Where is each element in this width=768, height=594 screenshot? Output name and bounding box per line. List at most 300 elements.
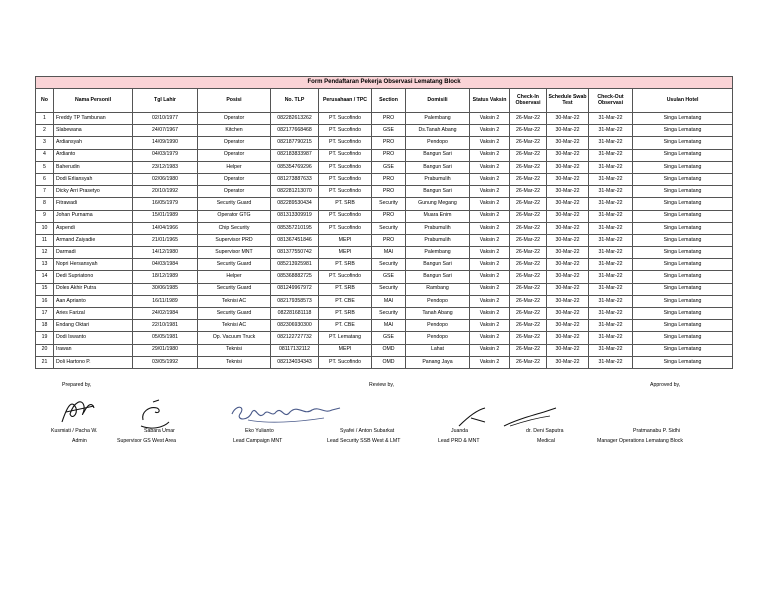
cell-check-out: 31-Mar-22	[589, 356, 633, 368]
cell-tgl-lahir: 24/07/1967	[133, 125, 198, 137]
cell-domisili: Bangun Sari	[406, 161, 470, 173]
cell-check-out: 31-Mar-22	[589, 283, 633, 295]
cell-tgl-lahir: 23/12/1983	[133, 161, 198, 173]
cell-domisili: Prabumulih	[406, 234, 470, 246]
cell-schedule-swab: 30-Mar-22	[547, 283, 589, 295]
cell-check-out: 31-Mar-22	[589, 173, 633, 185]
cell-no: 20	[36, 344, 54, 356]
cell-status-vaksin: Vaksin 2	[470, 332, 510, 344]
cell-status-vaksin: Vaksin 2	[470, 283, 510, 295]
signature-deni	[500, 404, 560, 430]
cell-nama-personil: Dedi Supriatono	[54, 271, 133, 283]
cell-usulan-hotel: Singa Lematang	[633, 173, 733, 185]
cell-usulan-hotel: Singa Lematang	[633, 356, 733, 368]
cell-check-in: 26-Mar-22	[510, 234, 547, 246]
cell-no: 7	[36, 186, 54, 198]
cell-nama-personil: Dodi Iswanto	[54, 332, 133, 344]
cell-schedule-swab: 30-Mar-22	[547, 186, 589, 198]
cell-domisili: Prabumulih	[406, 173, 470, 185]
signer-role-6: Medical	[537, 438, 555, 444]
cell-check-in: 26-Mar-22	[510, 161, 547, 173]
table-row	[36, 113, 733, 125]
cell-perusahaan: PT. Sucofindo	[319, 137, 372, 149]
table-row	[36, 137, 733, 149]
cell-check-out: 31-Mar-22	[589, 222, 633, 234]
cell-nama-personil: Darmadi	[54, 247, 133, 259]
cell-usulan-hotel: Singa Lematang	[633, 283, 733, 295]
cell-no-tlp: 081249967972	[271, 283, 319, 295]
cell-no: 9	[36, 210, 54, 222]
cell-check-out: 31-Mar-22	[589, 161, 633, 173]
cell-usulan-hotel: Singa Lematang	[633, 161, 733, 173]
table-row	[36, 259, 733, 271]
cell-section: GSE	[372, 125, 406, 137]
cell-domisili: Pendopo	[406, 332, 470, 344]
signer-role-5: Lead PRD & MNT	[438, 438, 480, 444]
header-no-tlp: No. TLP	[271, 89, 319, 113]
cell-no: 1	[36, 113, 54, 125]
cell-schedule-swab: 30-Mar-22	[547, 149, 589, 161]
cell-schedule-swab: 30-Mar-22	[547, 332, 589, 344]
cell-schedule-swab: 30-Mar-22	[547, 356, 589, 368]
cell-check-in: 26-Mar-22	[510, 259, 547, 271]
cell-domisili: Bangun Sari	[406, 149, 470, 161]
prepared-by-label: Prepared by,	[62, 382, 92, 388]
cell-schedule-swab: 30-Mar-22	[547, 210, 589, 222]
cell-check-out: 31-Mar-22	[589, 198, 633, 210]
cell-posisi: Supervisor MNT	[198, 247, 271, 259]
cell-section: MAI	[372, 320, 406, 332]
cell-perusahaan: PT. Sucofindo	[319, 161, 372, 173]
signer-role-3: Lead Campaign MNT	[233, 438, 283, 444]
cell-check-in: 26-Mar-22	[510, 125, 547, 137]
cell-posisi: Security Guard	[198, 308, 271, 320]
cell-no: 19	[36, 332, 54, 344]
header-posisi: Posisi	[198, 89, 271, 113]
cell-nama-personil: Aries Farizal	[54, 308, 133, 320]
registration-form	[35, 76, 732, 369]
cell-section: OMD	[372, 344, 406, 356]
cell-check-in: 26-Mar-22	[510, 149, 547, 161]
cell-section: MAI	[372, 295, 406, 307]
cell-perusahaan: PT. Sucofindo	[319, 113, 372, 125]
cell-tgl-lahir: 29/01/1980	[133, 344, 198, 356]
cell-tgl-lahir: 03/05/1992	[133, 356, 198, 368]
form-title: Form Pendaftaran Pekerja Observasi Lematang Block	[36, 77, 733, 89]
cell-usulan-hotel: Singa Lematang	[633, 137, 733, 149]
cell-no: 10	[36, 222, 54, 234]
cell-no: 6	[36, 173, 54, 185]
cell-posisi: Helper	[198, 271, 271, 283]
cell-status-vaksin: Vaksin 2	[470, 210, 510, 222]
cell-no-tlp: 082282613262	[271, 113, 319, 125]
cell-status-vaksin: Vaksin 2	[470, 149, 510, 161]
cell-perusahaan: PT. SRB	[319, 308, 372, 320]
table-body	[36, 113, 733, 369]
cell-domisili: Bangun Sari	[406, 186, 470, 198]
cell-no-tlp: 082134034343	[271, 356, 319, 368]
cell-domisili: Bangun Sari	[406, 271, 470, 283]
cell-schedule-swab: 30-Mar-22	[547, 320, 589, 332]
cell-posisi: Security Guard	[198, 198, 271, 210]
cell-nama-personil: Armand Zaiyadie	[54, 234, 133, 246]
cell-status-vaksin: Vaksin 2	[470, 222, 510, 234]
cell-check-out: 31-Mar-22	[589, 259, 633, 271]
table-row	[36, 320, 733, 332]
cell-section: Security	[372, 283, 406, 295]
cell-status-vaksin: Vaksin 2	[470, 137, 510, 149]
cell-schedule-swab: 30-Mar-22	[547, 161, 589, 173]
cell-schedule-swab: 30-Mar-22	[547, 344, 589, 356]
cell-check-out: 31-Mar-22	[589, 186, 633, 198]
signer-name-2: Sabara Umar	[144, 428, 175, 434]
cell-check-out: 31-Mar-22	[589, 113, 633, 125]
cell-usulan-hotel: Singa Lematang	[633, 295, 733, 307]
cell-section: GSE	[372, 271, 406, 283]
cell-no: 12	[36, 247, 54, 259]
header-nama-personil: Nama Personil	[54, 89, 133, 113]
cell-no-tlp: 082289530434	[271, 198, 319, 210]
cell-nama-personil: Freddy TP Tambunan	[54, 113, 133, 125]
cell-check-out: 31-Mar-22	[589, 295, 633, 307]
header-schedule-swab: Schedule Swab Test	[547, 89, 589, 113]
table-row	[36, 271, 733, 283]
cell-nama-personil: Ardianto	[54, 149, 133, 161]
signer-name-5: Juanda	[451, 428, 469, 434]
cell-status-vaksin: Vaksin 2	[470, 247, 510, 259]
signer-name-6: dr. Deni Saputra	[526, 428, 564, 434]
cell-status-vaksin: Vaksin 2	[470, 125, 510, 137]
cell-no-tlp: 082281681118	[271, 308, 319, 320]
cell-nama-personil: Johan Purnama	[54, 210, 133, 222]
cell-schedule-swab: 30-Mar-22	[547, 295, 589, 307]
cell-nama-personil: Doli Hartono P.	[54, 356, 133, 368]
signer-name-7: Pratmanabu P. Sidhi	[633, 428, 680, 434]
table-row	[36, 234, 733, 246]
cell-tgl-lahir: 21/01/1965	[133, 234, 198, 246]
header-perusahaan: Perusahaan / TPC	[319, 89, 372, 113]
cell-schedule-swab: 30-Mar-22	[547, 173, 589, 185]
cell-domisili: Palembang	[406, 247, 470, 259]
cell-check-out: 31-Mar-22	[589, 149, 633, 161]
cell-status-vaksin: Vaksin 2	[470, 259, 510, 271]
cell-check-in: 26-Mar-22	[510, 283, 547, 295]
cell-usulan-hotel: Singa Lematang	[633, 344, 733, 356]
cell-tgl-lahir: 14/09/1990	[133, 137, 198, 149]
cell-no-tlp: 08117132112	[271, 344, 319, 356]
cell-perusahaan: PT. Lematang	[319, 332, 372, 344]
cell-no-tlp: 081273887633	[271, 173, 319, 185]
cell-domisili: Lahat	[406, 344, 470, 356]
cell-no-tlp: 085354769296	[271, 161, 319, 173]
cell-no: 21	[36, 356, 54, 368]
cell-perusahaan: PT. SRB	[319, 198, 372, 210]
cell-posisi: Helper	[198, 161, 271, 173]
signature-sabara	[135, 396, 175, 432]
cell-usulan-hotel: Singa Lematang	[633, 125, 733, 137]
cell-no: 16	[36, 295, 54, 307]
header-check-in: Check-In Observasi	[510, 89, 547, 113]
signature-kusmiati	[58, 394, 100, 428]
cell-nama-personil: Endang Oktari	[54, 320, 133, 332]
cell-no-tlp: 082179358573	[271, 295, 319, 307]
cell-nama-personil: Nopri Hersansyah	[54, 259, 133, 271]
cell-section: GSE	[372, 161, 406, 173]
cell-status-vaksin: Vaksin 2	[470, 186, 510, 198]
cell-check-out: 31-Mar-22	[589, 247, 633, 259]
cell-schedule-swab: 30-Mar-22	[547, 234, 589, 246]
cell-posisi: Op. Vacuum Truck	[198, 332, 271, 344]
cell-no-tlp: 085368882725	[271, 271, 319, 283]
cell-no-tlp: 085213925981	[271, 259, 319, 271]
cell-section: OMD	[372, 356, 406, 368]
cell-tgl-lahir: 04/03/1984	[133, 259, 198, 271]
header-domisili: Domisili	[406, 89, 470, 113]
cell-check-in: 26-Mar-22	[510, 332, 547, 344]
header-check-out: Check-Out Observasi	[589, 89, 633, 113]
cell-posisi: Operator	[198, 186, 271, 198]
cell-check-out: 31-Mar-22	[589, 210, 633, 222]
cell-tgl-lahir: 18/12/1989	[133, 271, 198, 283]
cell-no-tlp: 081377550742	[271, 247, 319, 259]
cell-no-tlp: 085357210195	[271, 222, 319, 234]
cell-status-vaksin: Vaksin 2	[470, 234, 510, 246]
workers-table	[35, 76, 733, 369]
cell-perusahaan: PT. CBE	[319, 320, 372, 332]
cell-status-vaksin: Vaksin 2	[470, 198, 510, 210]
cell-status-vaksin: Vaksin 2	[470, 308, 510, 320]
cell-check-out: 31-Mar-22	[589, 344, 633, 356]
cell-no-tlp: 082183833987	[271, 149, 319, 161]
cell-posisi: Security Guard	[198, 259, 271, 271]
cell-status-vaksin: Vaksin 2	[470, 161, 510, 173]
cell-status-vaksin: Vaksin 2	[470, 344, 510, 356]
cell-domisili: Pendopo	[406, 137, 470, 149]
cell-usulan-hotel: Singa Lematang	[633, 320, 733, 332]
cell-no-tlp: 082281213070	[271, 186, 319, 198]
cell-posisi: Chip Security	[198, 222, 271, 234]
cell-status-vaksin: Vaksin 2	[470, 271, 510, 283]
cell-section: PRO	[372, 173, 406, 185]
table-row	[36, 125, 733, 137]
cell-tgl-lahir: 14/04/1966	[133, 222, 198, 234]
cell-usulan-hotel: Singa Lematang	[633, 271, 733, 283]
cell-posisi: Supervisor PRD	[198, 234, 271, 246]
table-row	[36, 198, 733, 210]
signer-name-3: Eko Yulianto	[245, 428, 274, 434]
cell-check-in: 26-Mar-22	[510, 295, 547, 307]
cell-section: PRO	[372, 234, 406, 246]
cell-check-out: 31-Mar-22	[589, 308, 633, 320]
cell-usulan-hotel: Singa Lematang	[633, 332, 733, 344]
cell-perusahaan: PT. SRB	[319, 259, 372, 271]
cell-nama-personil: Doles Akhir Putra	[54, 283, 133, 295]
cell-tgl-lahir: 14/12/1980	[133, 247, 198, 259]
cell-nama-personil: Slabewana	[54, 125, 133, 137]
cell-tgl-lahir: 24/02/1984	[133, 308, 198, 320]
cell-schedule-swab: 30-Mar-22	[547, 137, 589, 149]
cell-domisili: Panang Jaya	[406, 356, 470, 368]
cell-check-in: 26-Mar-22	[510, 247, 547, 259]
cell-usulan-hotel: Singa Lematang	[633, 234, 733, 246]
cell-tgl-lahir: 02/06/1980	[133, 173, 198, 185]
cell-no: 13	[36, 259, 54, 271]
cell-usulan-hotel: Singa Lematang	[633, 113, 733, 125]
header-usulan-hotel: Usulan Hotel	[633, 89, 733, 113]
table-row	[36, 344, 733, 356]
cell-check-out: 31-Mar-22	[589, 320, 633, 332]
cell-check-in: 26-Mar-22	[510, 137, 547, 149]
cell-nama-personil: Baherudin	[54, 161, 133, 173]
cell-check-in: 26-Mar-22	[510, 320, 547, 332]
cell-status-vaksin: Vaksin 2	[470, 113, 510, 125]
cell-posisi: Kitchen	[198, 125, 271, 137]
cell-check-out: 31-Mar-22	[589, 234, 633, 246]
table-row	[36, 161, 733, 173]
cell-usulan-hotel: Singa Lematang	[633, 259, 733, 271]
cell-posisi: Teknisi AC	[198, 295, 271, 307]
cell-usulan-hotel: Singa Lematang	[633, 210, 733, 222]
header-section: Section	[372, 89, 406, 113]
cell-check-in: 26-Mar-22	[510, 113, 547, 125]
cell-check-in: 26-Mar-22	[510, 186, 547, 198]
cell-nama-personil: Dodi Erliansyah	[54, 173, 133, 185]
signer-role-7: Manager Operations Lematang Block	[597, 438, 683, 444]
signature-eko	[228, 400, 346, 428]
cell-tgl-lahir: 22/10/1981	[133, 320, 198, 332]
cell-posisi: Teknisi	[198, 344, 271, 356]
cell-nama-personil: Aspendi	[54, 222, 133, 234]
cell-section: PRO	[372, 137, 406, 149]
cell-no: 14	[36, 271, 54, 283]
cell-domisili: Rambang	[406, 283, 470, 295]
cell-perusahaan: MEPI	[319, 234, 372, 246]
cell-posisi: Teknisi	[198, 356, 271, 368]
cell-check-in: 26-Mar-22	[510, 210, 547, 222]
cell-status-vaksin: Vaksin 2	[470, 173, 510, 185]
cell-tgl-lahir: 30/06/1985	[133, 283, 198, 295]
cell-domisili: Bangun Sari	[406, 259, 470, 271]
table-row	[36, 149, 733, 161]
table-row	[36, 295, 733, 307]
cell-section: Security	[372, 198, 406, 210]
cell-section: PRO	[372, 149, 406, 161]
cell-domisili: Prabumulih	[406, 222, 470, 234]
table-row	[36, 283, 733, 295]
cell-perusahaan: PT. Sucofindo	[319, 210, 372, 222]
cell-status-vaksin: Vaksin 2	[470, 295, 510, 307]
cell-tgl-lahir: 15/01/1989	[133, 210, 198, 222]
cell-no: 3	[36, 137, 54, 149]
cell-check-in: 26-Mar-22	[510, 344, 547, 356]
cell-posisi: Operator	[198, 113, 271, 125]
cell-tgl-lahir: 02/10/1977	[133, 113, 198, 125]
cell-usulan-hotel: Singa Lematang	[633, 308, 733, 320]
cell-section: PRO	[372, 210, 406, 222]
cell-domisili: Pendopo	[406, 295, 470, 307]
table-row	[36, 222, 733, 234]
cell-perusahaan: PT. Sucofindo	[319, 149, 372, 161]
header-tgl-lahir: Tgl Lahir	[133, 89, 198, 113]
cell-schedule-swab: 30-Mar-22	[547, 222, 589, 234]
cell-perusahaan: PT. Sucofindo	[319, 271, 372, 283]
cell-check-out: 31-Mar-22	[589, 271, 633, 283]
cell-schedule-swab: 30-Mar-22	[547, 198, 589, 210]
signer-role-1: Admin	[72, 438, 87, 444]
signer-name-1: Kusmiati / Pacha W.	[51, 428, 98, 434]
cell-perusahaan: PT. Sucofindo	[319, 356, 372, 368]
cell-check-in: 26-Mar-22	[510, 356, 547, 368]
cell-usulan-hotel: Singa Lematang	[633, 149, 733, 161]
cell-check-in: 26-Mar-22	[510, 198, 547, 210]
cell-no: 5	[36, 161, 54, 173]
cell-section: Security	[372, 259, 406, 271]
table-row	[36, 186, 733, 198]
cell-section: PRO	[372, 113, 406, 125]
cell-domisili: Pendopo	[406, 320, 470, 332]
cell-perusahaan: PT. SRB	[319, 283, 372, 295]
cell-no-tlp: 082306930300	[271, 320, 319, 332]
cell-posisi: Operator	[198, 137, 271, 149]
cell-section: GSE	[372, 332, 406, 344]
cell-tgl-lahir: 20/10/1992	[133, 186, 198, 198]
cell-check-in: 26-Mar-22	[510, 173, 547, 185]
approved-by-label: Approved by,	[650, 382, 681, 388]
cell-no: 18	[36, 320, 54, 332]
table-row	[36, 332, 733, 344]
cell-status-vaksin: Vaksin 2	[470, 356, 510, 368]
cell-posisi: Operator GTG	[198, 210, 271, 222]
cell-no: 17	[36, 308, 54, 320]
signer-role-4: Lead Security SSB West & LMT	[327, 438, 401, 444]
cell-tgl-lahir: 16/05/1979	[133, 198, 198, 210]
signer-name-4: Syafei / Anton Subarkat	[340, 428, 395, 434]
cell-status-vaksin: Vaksin 2	[470, 320, 510, 332]
cell-nama-personil: Dicky Arri Prasetyo	[54, 186, 133, 198]
signer-role-2: Supervisor GS West Area	[117, 438, 177, 444]
table-row	[36, 210, 733, 222]
cell-no-tlp: 082122727732	[271, 332, 319, 344]
cell-domisili: Muara Enim	[406, 210, 470, 222]
cell-no: 11	[36, 234, 54, 246]
cell-no-tlp: 082187790215	[271, 137, 319, 149]
cell-schedule-swab: 30-Mar-22	[547, 113, 589, 125]
cell-no: 15	[36, 283, 54, 295]
cell-check-in: 26-Mar-22	[510, 222, 547, 234]
cell-domisili: Palembang	[406, 113, 470, 125]
cell-schedule-swab: 30-Mar-22	[547, 259, 589, 271]
cell-domisili: Gunung Megang	[406, 198, 470, 210]
table-header-row	[36, 89, 733, 113]
cell-no: 2	[36, 125, 54, 137]
cell-perusahaan: MEPI	[319, 344, 372, 356]
cell-section: PRO	[372, 186, 406, 198]
cell-tgl-lahir: 05/05/1981	[133, 332, 198, 344]
cell-no: 8	[36, 198, 54, 210]
table-row	[36, 247, 733, 259]
cell-posisi: Teknisi AC	[198, 320, 271, 332]
cell-posisi: Operator	[198, 173, 271, 185]
table-row	[36, 356, 733, 368]
cell-check-out: 31-Mar-22	[589, 332, 633, 344]
cell-perusahaan: PT. Sucofindo	[319, 125, 372, 137]
cell-perusahaan: MEPI	[319, 247, 372, 259]
signature-juanda	[455, 404, 495, 430]
cell-nama-personil: Fitrawadi	[54, 198, 133, 210]
cell-no-tlp: 081367451846	[271, 234, 319, 246]
cell-schedule-swab: 30-Mar-22	[547, 125, 589, 137]
cell-no-tlp: 082177668468	[271, 125, 319, 137]
